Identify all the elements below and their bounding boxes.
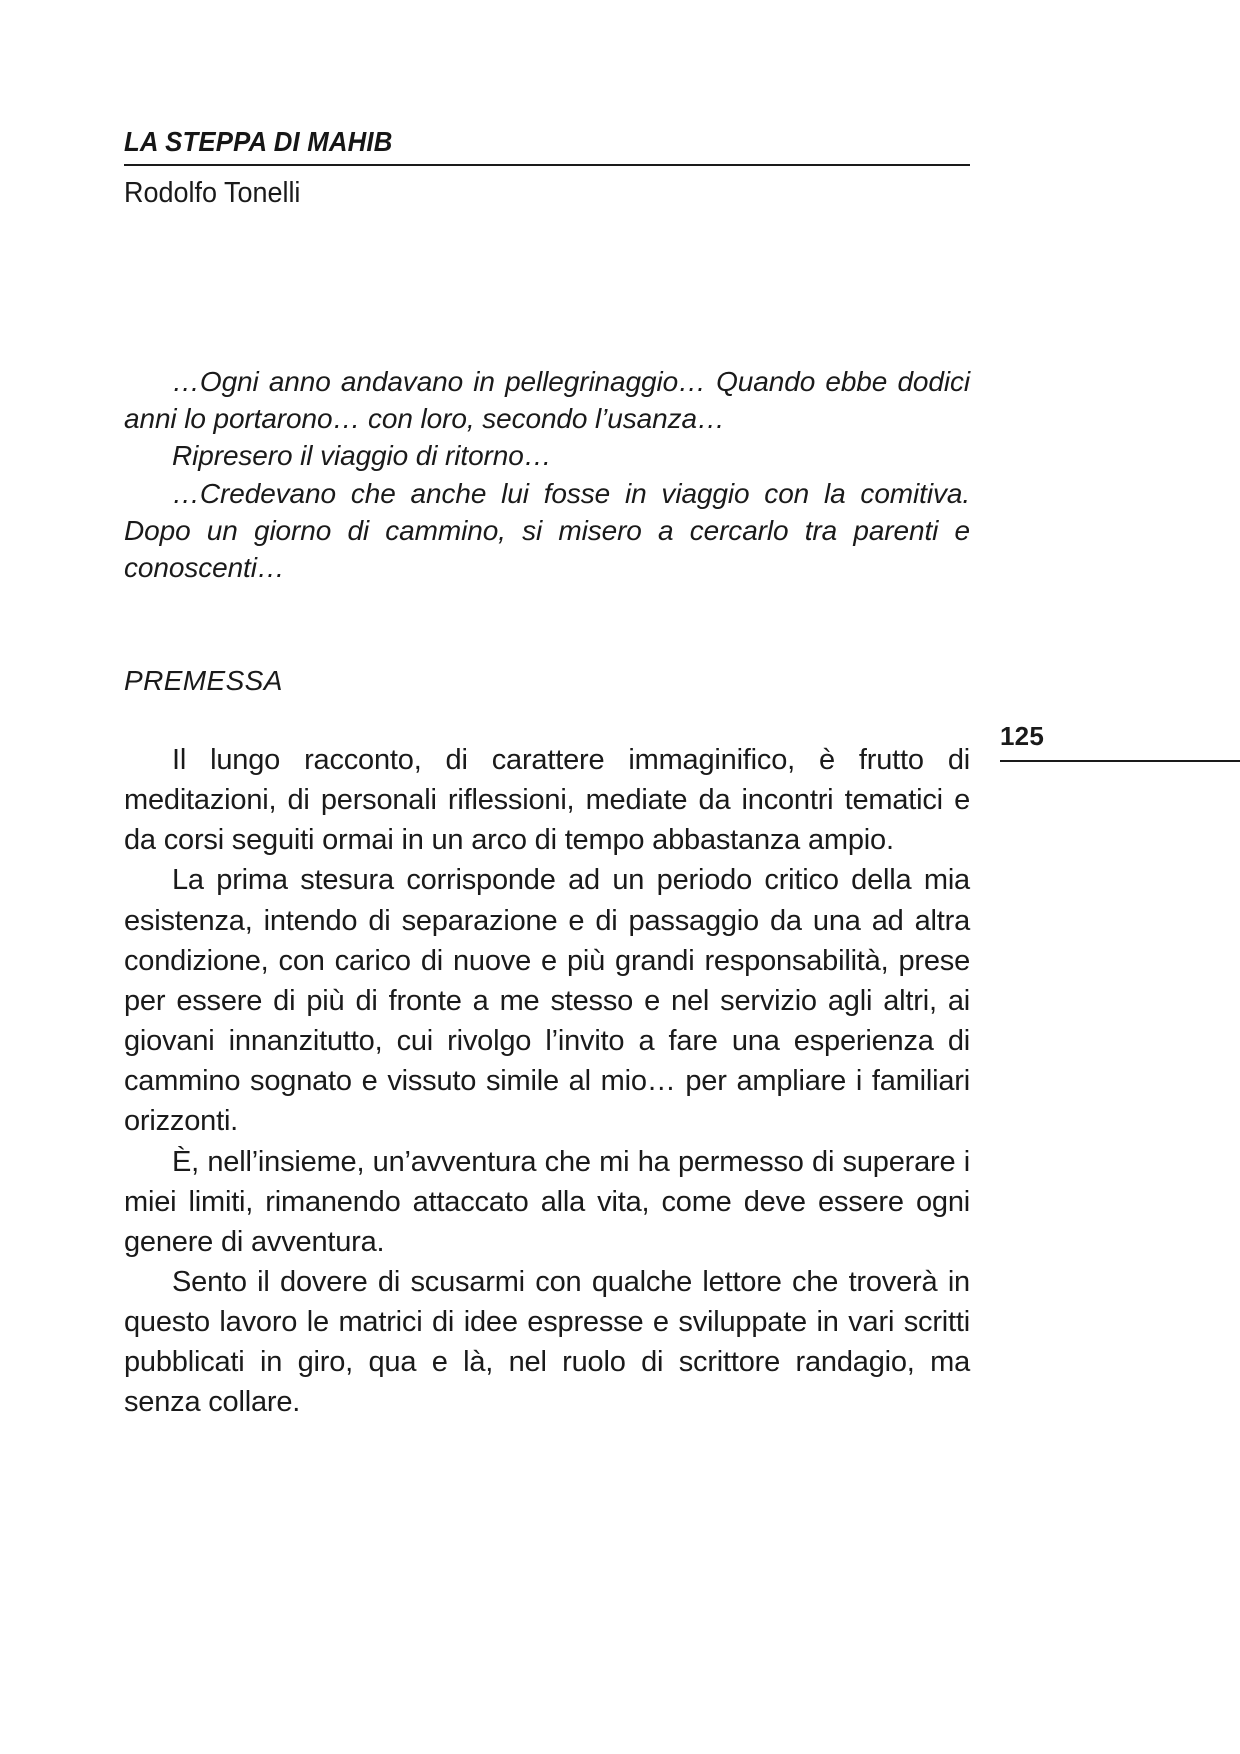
body-paragraph: È, nell’insieme, un’avventura che mi ha permesso di superare i miei limiti, rimanendo attaccato alla vita, come deve essere ogni genere di avventura. [124, 1145, 970, 1258]
body-paragraph: La prima stesura corrisponde ad un periodo critico della mia esistenza, intendo di separazione e di passaggio da una ad altra condizione, con carico di nuove e più grandi responsabilità, prese per essere di più di fronte a me stesso e nel servizio agli altri, ai giovani innanzitutto, cui rivolgo l’invito a fare una esperienza di cammino sognato e vissuto simile al mio… per ampliare i familiari orizzonti. [124, 864, 970, 1138]
author-name: Rodolfo Tonelli [124, 177, 301, 210]
folio-divider [1000, 760, 1240, 762]
epigraph-paragraph: …Ogni anno andavano in pellegrinaggio… Quando ebbe dodici anni lo portarono… con loro, secondo l’usanza… [124, 365, 970, 435]
page-title: LA STEPPA DI MAHIB [124, 126, 393, 157]
page-number: 125 [1000, 721, 1044, 751]
epigraph-block [124, 363, 970, 586]
body-text-block [124, 740, 970, 1423]
title-divider [124, 164, 970, 166]
folio [1000, 723, 1240, 762]
body-paragraph: Sento il dovere di scusarmi con qualche lettore che troverà in questo lavoro le matrici di idee espresse e sviluppate in vari scritti pubblicati in giro, qua e là, nel ruolo di scrittore randagio, ma senza collare. [124, 1266, 970, 1419]
body-paragraph: Il lungo racconto, di carattere immaginifico, è frutto di meditazioni, di personali riflessioni, mediate da incontri tematici e da corsi seguiti ormai in un arco di tempo abbastanza ampio. [124, 743, 970, 857]
page-content-column [124, 126, 970, 1423]
epigraph-paragraph: Ripresero il viaggio di ritorno… [172, 440, 552, 472]
section-heading-premessa: PREMESSA [124, 665, 283, 697]
epigraph-paragraph: …Credevano che anche lui fosse in viaggio con la comitiva. Dopo un giorno di cammino, si misero a cercarlo tra parenti e conoscenti… [124, 477, 970, 584]
title-block [124, 126, 970, 211]
